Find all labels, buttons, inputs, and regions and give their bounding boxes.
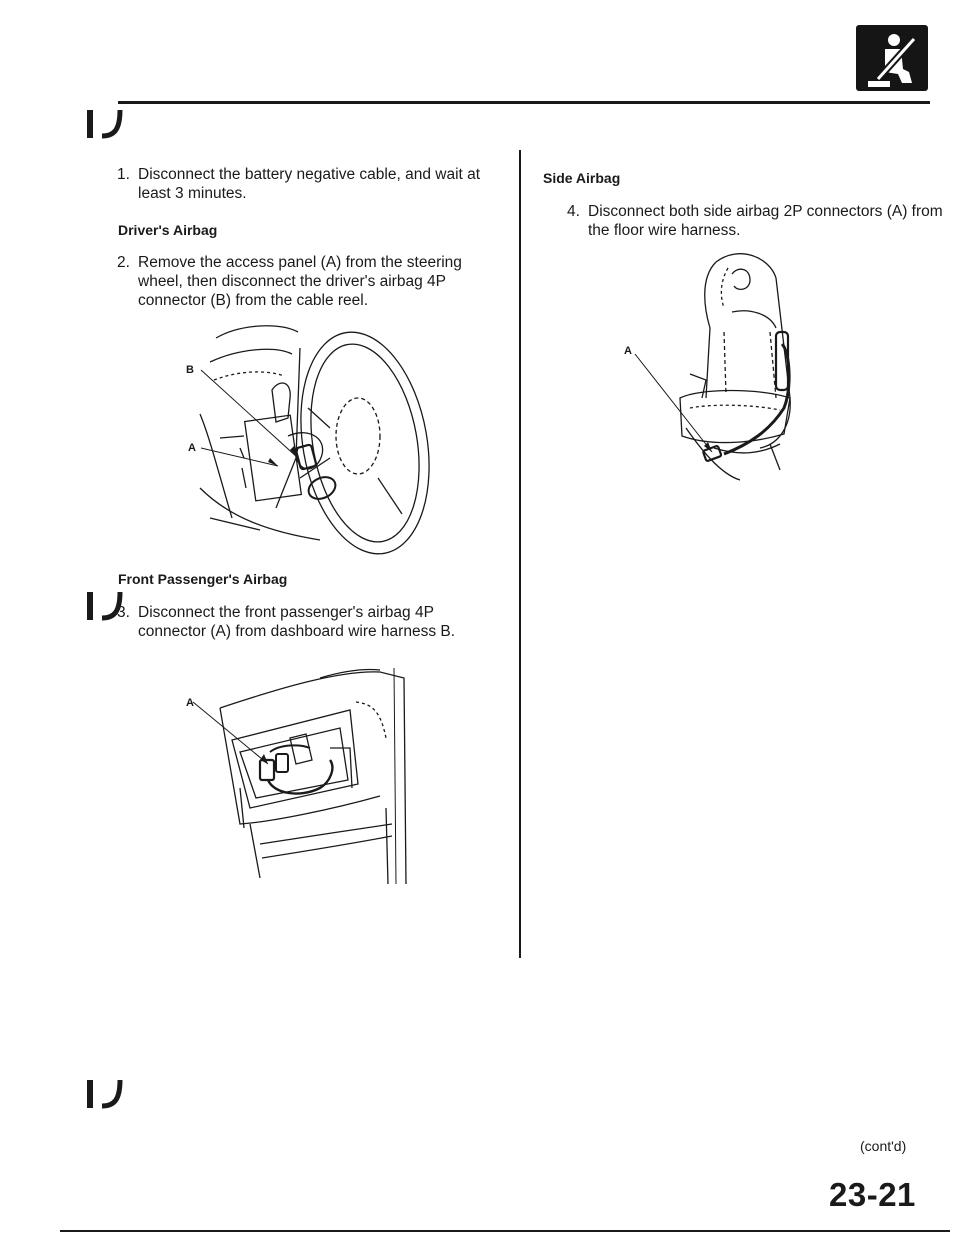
callout-label-a: A <box>188 442 196 454</box>
continued-label: (cont'd) <box>860 1138 907 1154</box>
step-number: 1. <box>117 166 130 183</box>
step-number: 2. <box>117 254 130 271</box>
section-heading-front-passenger-airbag: Front Passenger's Airbag <box>118 571 288 587</box>
step-3 <box>117 603 497 643</box>
page-number: 23-21 <box>829 1176 916 1213</box>
step-text-line: connector (A) from dashboard wire harness B. <box>138 623 456 640</box>
dashboard-connector-illustration <box>180 648 430 888</box>
seat-airbag-illustration <box>620 248 820 488</box>
footer-rule <box>60 1230 950 1232</box>
step-text-line: connector (B) from the cable reel. <box>138 292 369 309</box>
binding-mark-bottom <box>88 1078 122 1110</box>
column-divider <box>519 150 521 958</box>
callout-label-a: A <box>624 345 632 357</box>
step-number: 4. <box>567 203 580 220</box>
step-2 <box>117 253 497 313</box>
step-number: 3. <box>117 604 130 621</box>
step-1 <box>117 165 497 205</box>
callout-label-a: A <box>186 697 194 709</box>
section-heading-drivers-airbag: Driver's Airbag <box>118 222 218 238</box>
seatbelt-icon <box>856 25 928 91</box>
binding-mark-top <box>88 108 122 140</box>
step-text-line: the floor wire harness. <box>588 222 741 239</box>
step-text-line: Disconnect the battery negative cable, and wait at <box>138 166 481 183</box>
section-heading-side-airbag: Side Airbag <box>543 170 621 186</box>
step-text-line: Remove the access panel (A) from the steering <box>138 254 462 271</box>
callout-label-b: B <box>186 364 194 376</box>
step-4 <box>567 202 947 242</box>
step-text-line: Disconnect the front passenger's airbag 4P <box>138 604 434 621</box>
step-text-line: wheel, then disconnect the driver's airbag 4P <box>138 273 446 290</box>
header-rule <box>118 101 930 104</box>
step-text-line: Disconnect both side airbag 2P connectors (A) from <box>588 203 943 220</box>
steering-wheel-illustration <box>180 318 440 558</box>
step-text-line: least 3 minutes. <box>138 185 247 202</box>
